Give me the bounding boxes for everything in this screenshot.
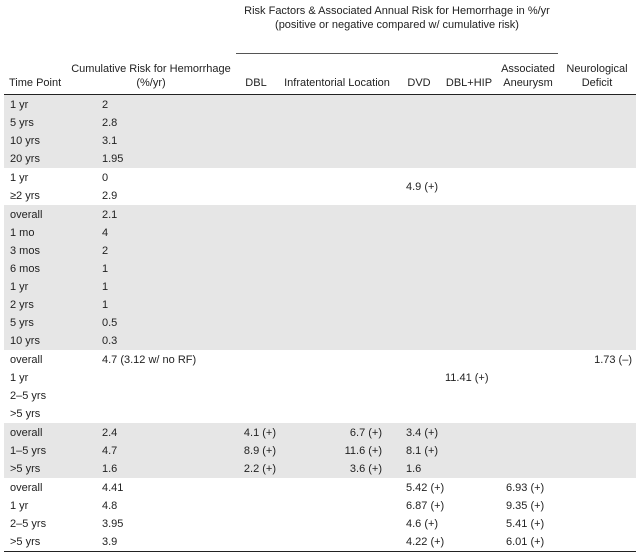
cell-time-point: overall <box>10 482 43 494</box>
cell-infratentorial: 3.6 (+) <box>276 460 398 478</box>
table-row <box>4 369 636 387</box>
header-dbl: DBL <box>236 54 276 95</box>
cell-time-point: overall <box>4 205 66 224</box>
cell-time-point: 10 yrs <box>4 332 66 350</box>
cell-dvd: 1.6 <box>398 460 440 478</box>
cell-dvd: 4.6 (+) <box>406 518 439 530</box>
cell-time-point: 1 yr <box>4 278 66 296</box>
cell-cumulative: 0 <box>102 172 109 184</box>
table-row <box>4 278 636 296</box>
cell-time-point: 2 yrs <box>4 296 66 314</box>
table-row <box>4 460 636 478</box>
table-row <box>4 442 636 460</box>
study-group-4 <box>4 350 636 423</box>
table-row <box>4 296 636 314</box>
header-neurological-deficit: Neurological Deficit <box>558 0 636 95</box>
cell-cumulative: 1 <box>66 296 236 314</box>
header-risk-factors-group: Risk Factors & Associated Annual Risk for Hemorrhage in %/yr (positive or negative compared w/ cumulative risk) <box>236 0 558 54</box>
cell-time-point: 5 yrs <box>4 314 66 332</box>
cell-cumulative: 2 <box>66 95 236 115</box>
table-row <box>4 515 636 533</box>
cell-time-point: 10 yrs <box>4 132 66 150</box>
cell-associated-aneurysm: 6.93 (+) <box>506 482 545 494</box>
table-row <box>4 423 636 442</box>
header-associated-aneurysm: Associated Aneurysm <box>498 54 558 95</box>
cell-cumulative: 2.4 <box>66 423 236 442</box>
table-row <box>4 114 636 132</box>
cell-time-point: 2–5 yrs <box>10 518 47 530</box>
table-row <box>4 242 636 260</box>
cell-dbl-hip: 11.41 (+) <box>445 372 489 384</box>
cell-time-point: overall <box>10 354 43 366</box>
study-group-3 <box>4 205 636 350</box>
cell-dbl: 8.9 (+) <box>236 442 276 460</box>
cell-infratentorial: 11.6 (+) <box>276 442 398 460</box>
cell-cumulative: 4.41 <box>102 482 124 494</box>
cell-cumulative: 3.95 <box>102 518 124 530</box>
cell-associated-aneurysm: 5.41 (+) <box>506 518 545 530</box>
table-row <box>4 405 636 423</box>
cell-associated-aneurysm: 6.01 (+) <box>506 536 545 548</box>
table-row <box>4 224 636 242</box>
cell-cumulative: 2.1 <box>66 205 236 224</box>
cell-time-point: 3 mos <box>4 242 66 260</box>
table-row <box>4 205 636 224</box>
cell-time-point: 6 mos <box>4 260 66 278</box>
cell-dvd: 6.87 (+) <box>406 500 445 512</box>
cell-time-point: overall <box>4 423 66 442</box>
cell-cumulative: 1.6 <box>66 460 236 478</box>
header-cumulative-risk: Cumulative Risk for Hemorrhage (%/yr) <box>66 0 236 95</box>
cell-time-point: ≥2 yrs <box>10 190 40 202</box>
table-row <box>4 95 636 115</box>
cell-dvd: 8.1 (+) <box>398 442 440 460</box>
cell-cumulative: 4.7 <box>66 442 236 460</box>
table-row <box>4 533 636 551</box>
header-infratentorial: Infratentorial Location <box>276 54 398 95</box>
cell-time-point: 1 yr <box>10 172 29 184</box>
study-group-2 <box>4 168 636 205</box>
cell-cumulative: 1.95 <box>66 150 236 168</box>
cell-cumulative: 2.9 <box>102 190 118 202</box>
table-row <box>4 387 636 405</box>
table-row <box>4 350 636 369</box>
study-group-5 <box>4 423 636 478</box>
cell-infratentorial: 6.7 (+) <box>276 423 398 442</box>
table-row <box>4 314 636 332</box>
table-row <box>4 150 636 168</box>
cell-time-point: 2–5 yrs <box>10 390 47 402</box>
cell-cumulative: 1 <box>66 260 236 278</box>
cell-dvd: 3.4 (+) <box>398 423 440 442</box>
study-group-6 <box>4 478 636 551</box>
study-group-1 <box>4 95 636 169</box>
cell-time-point: 1 yr <box>10 500 29 512</box>
cell-time-point: 1 mo <box>4 224 66 242</box>
cell-time-point: 1–5 yrs <box>4 442 66 460</box>
table-row <box>4 260 636 278</box>
cell-cumulative: 0.5 <box>66 314 236 332</box>
cell-cumulative: 3.1 <box>66 132 236 150</box>
header-dbl-hip: DBL+HIP <box>440 54 498 95</box>
cell-cumulative: 1 <box>66 278 236 296</box>
cell-time-point: >5 yrs <box>4 460 66 478</box>
cell-associated-aneurysm: 9.35 (+) <box>506 500 545 512</box>
table-row <box>4 168 636 187</box>
cell-cumulative: 4.8 <box>102 500 118 512</box>
cell-cumulative: 3.9 <box>102 536 118 548</box>
cell-time-point: >5 yrs <box>10 408 41 420</box>
cell-time-point: 5 yrs <box>4 114 66 132</box>
cell-dvd: 4.9 (+) <box>406 181 439 193</box>
risk-table-container <box>4 0 636 552</box>
cell-dbl: 4.1 (+) <box>236 423 276 442</box>
cell-cumulative: 4 <box>66 224 236 242</box>
cell-time-point: 20 yrs <box>4 150 66 168</box>
header-dvd: DVD <box>398 54 440 95</box>
cell-dbl: 2.2 (+) <box>236 460 276 478</box>
cell-cumulative: 4.7 (3.12 w/ no RF) <box>102 354 197 366</box>
table-row <box>4 497 636 515</box>
cell-cumulative: 2.8 <box>66 114 236 132</box>
cell-cumulative: 0.3 <box>66 332 236 350</box>
cell-cumulative: 2 <box>66 242 236 260</box>
cell-neurological-deficit: 1.73 (–) <box>594 354 632 366</box>
table-row <box>4 332 636 350</box>
cell-time-point: 1 yr <box>4 95 66 115</box>
table-row <box>4 132 636 150</box>
table-row <box>4 187 636 205</box>
table-header <box>4 0 636 95</box>
hemorrhage-risk-table <box>4 0 636 551</box>
cell-dvd: 5.42 (+) <box>406 482 445 494</box>
cell-time-point: 1 yr <box>10 372 29 384</box>
cell-time-point: >5 yrs <box>10 536 41 548</box>
cell-dvd: 4.22 (+) <box>406 536 445 548</box>
header-time-point: Time Point <box>4 0 66 95</box>
table-row <box>4 478 636 497</box>
